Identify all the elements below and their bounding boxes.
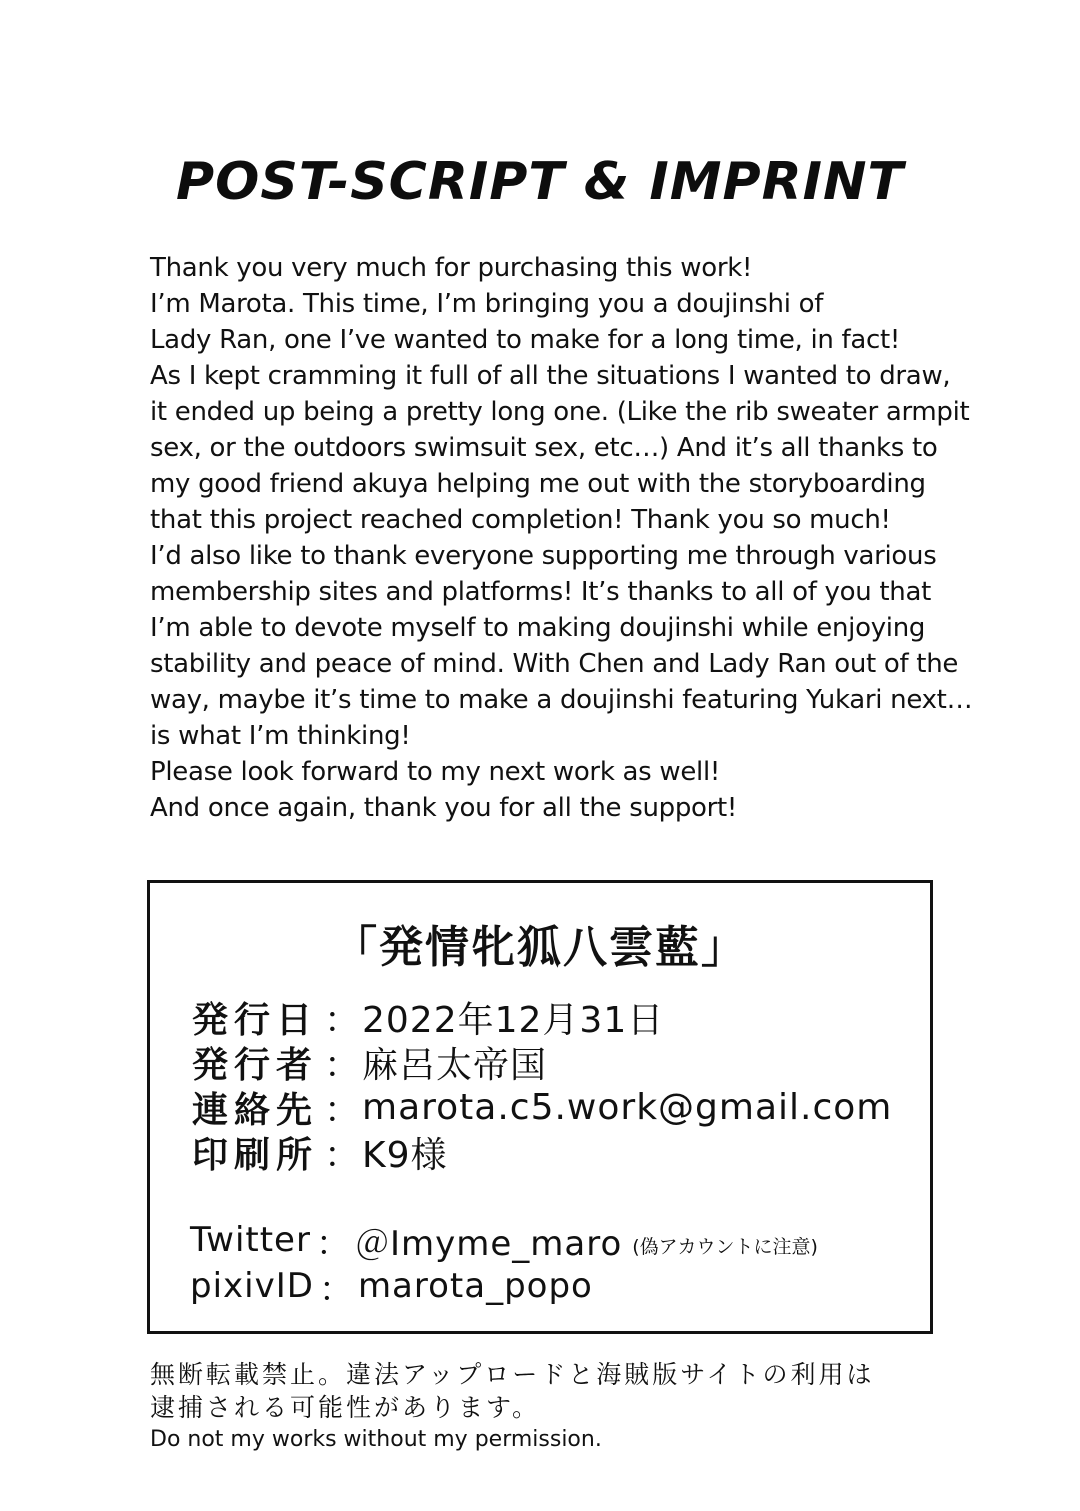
contact-email: marota.c5.work@gmail.com [362,1087,893,1128]
postscript-line: Lady Ran, one I’ve wanted to make for a long time, in fact! [150,325,901,355]
postscript-line: stability and peace of mind. With Chen and Lady Ran out of the [150,649,959,679]
imprint-label: 発行日 [192,1000,319,1041]
footer-jp-line: 逮捕される可能性があります。 [150,1393,541,1422]
imprint-value: 2022年12月31日 [362,1000,665,1041]
imprint-separator: ： [323,1090,360,1131]
twitter-warning-note: (偽アカウントに注意) [632,1235,818,1258]
imprint-row-printer [192,1130,912,1175]
postscript-line: is what I’m thinking! [150,721,411,751]
imprint-row-date [192,995,912,1040]
imprint-label: 連絡先 [192,1090,319,1131]
twitter-row [190,1217,930,1263]
postscript-line: I’m able to devote myself to making doujinshi while enjoying [150,613,926,643]
footer-notice [150,1358,1030,1456]
imprint-separator: ： [323,1045,360,1086]
imprint-separator: ： [318,1269,353,1310]
pixiv-id: marota_popo [357,1266,593,1306]
imprint-separator: ： [315,1223,350,1264]
imprint-label: 印刷所 [192,1135,319,1176]
imprint-label: 発行者 [192,1045,319,1086]
postscript-line: it ended up being a pretty long one. (Like the rib sweater armpit [150,397,970,427]
twitter-label: Twitter [190,1220,311,1260]
postscript-line: And once again, thank you for all the support! [150,793,738,823]
postscript-line: I’d also like to thank everyone supporting me through various [150,541,937,571]
page-title: POST-SCRIPT & IMPRINT [176,152,904,212]
twitter-handle: ＠Imyme_maro [354,1223,623,1264]
social-links [190,1217,930,1309]
book-title: 「発情牝狐八雲藍」 [333,922,747,973]
footer-en-line: Do not my works without my permission. [150,1427,602,1452]
postscript-line: my good friend akuya helping me out with the storyboarding [150,469,926,499]
postscript-line: that this project reached completion! Thank you so much! [150,505,891,535]
imprint-value: K9様 [362,1135,448,1176]
imprint-separator: ： [323,1135,360,1176]
imprint-box [147,880,933,1334]
imprint-row-publisher [192,1040,912,1085]
postscript-line: sex, or the outdoors swimsuit sex, etc…) And it’s all thanks to [150,433,938,463]
footer-jp-line: 無断転載禁止。違法アップロードと海賊版サイトの利用は [150,1360,875,1389]
imprint-separator: ： [323,1000,360,1041]
pixiv-label: pixivID [190,1266,314,1306]
imprint-row-contact [192,1085,912,1130]
postscript-line: Please look forward to my next work as well! [150,757,721,787]
imprint-value: 麻呂太帝国 [362,1045,548,1086]
pixiv-row [190,1263,930,1309]
postscript-line: As I kept cramming it full of all the situations I wanted to draw, [150,361,951,391]
postscript-line: Thank you very much for purchasing this work! [150,253,753,283]
postscript-line: membership sites and platforms! It’s thanks to all of you that [150,577,931,607]
imprint-details [192,995,912,1175]
postscript-text [150,250,1030,826]
postscript-line: way, maybe it’s time to make a doujinshi featuring Yukari next… [150,685,973,715]
postscript-line: I’m Marota. This time, I’m bringing you a doujinshi of [150,289,824,319]
